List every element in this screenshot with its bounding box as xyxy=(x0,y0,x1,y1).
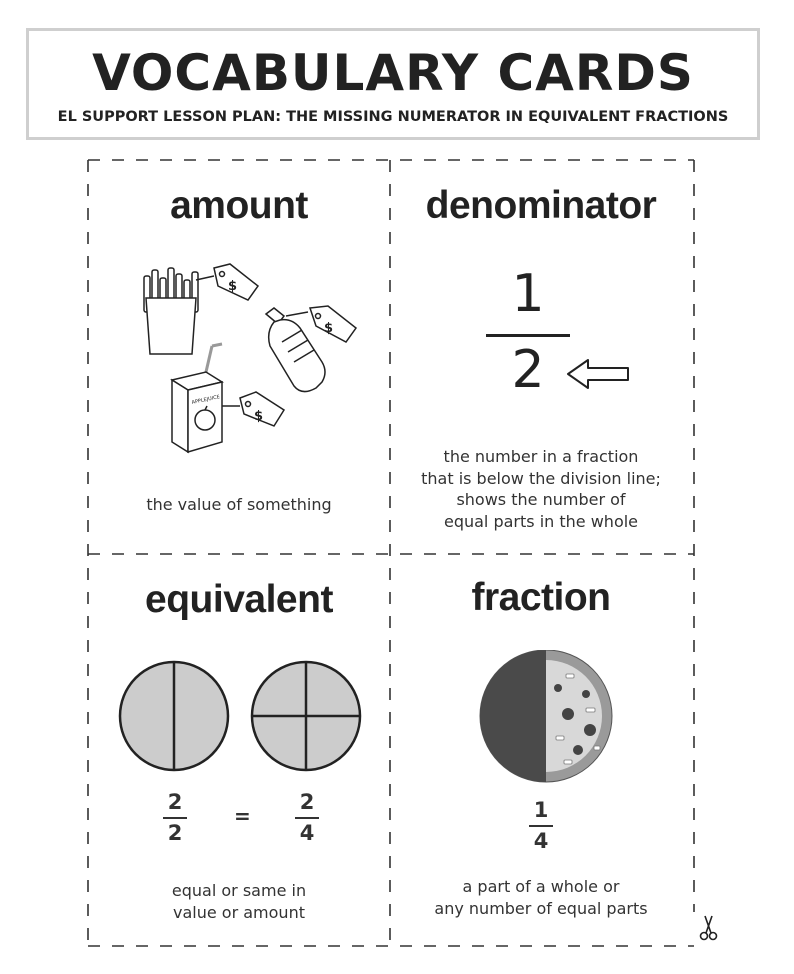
card-definition: the value of something xyxy=(146,495,332,514)
equivalent-circles xyxy=(88,654,390,774)
scissors-icon xyxy=(701,916,717,940)
svg-text:$: $ xyxy=(324,321,334,336)
fries-icon xyxy=(144,264,258,354)
card-definition: a part of a whole or any number of equal parts xyxy=(434,877,648,918)
card-amount xyxy=(88,160,390,554)
arrow-left-icon xyxy=(564,356,634,396)
card-definition: the number in a fraction that is below the division line; shows the number of equal parts in the whole xyxy=(421,447,661,531)
card-fraction xyxy=(390,554,692,946)
juice-box-icon xyxy=(172,344,284,452)
fraction-denominator: 2 xyxy=(511,340,545,400)
fraction-numerator: 1 xyxy=(511,264,545,324)
fraction-bar xyxy=(486,334,570,337)
svg-text:$: $ xyxy=(254,409,264,424)
circle-halves-icon xyxy=(120,662,228,770)
page-subtitle: EL SUPPORT LESSON PLAN: THE MISSING NUMERATOR IN EQUIVALENT FRACTIONS xyxy=(57,109,729,125)
circle-quarters-icon xyxy=(252,662,360,770)
equals-sign: = xyxy=(234,804,251,828)
card-term: equivalent xyxy=(145,578,333,621)
fraction-one-quarter: 1 4 xyxy=(526,798,556,853)
svg-text:APPLEJUICE: APPLEJUICE xyxy=(191,394,221,406)
pizza-icon xyxy=(390,650,692,790)
water-bottle-icon xyxy=(266,306,356,392)
page-title: VOCABULARY CARDS xyxy=(92,44,694,102)
svg-text:$: $ xyxy=(228,279,238,294)
amount-illustration xyxy=(88,256,390,506)
card-definition: equal or same in value or amount xyxy=(171,881,307,922)
card-equivalent xyxy=(88,554,390,946)
card-term: fraction xyxy=(471,576,611,619)
card-term: amount xyxy=(170,184,308,227)
card-term: denominator xyxy=(425,184,657,227)
fraction-two-quarters: 2 4 xyxy=(292,790,322,845)
fraction-two-halves: 2 2 xyxy=(160,790,190,845)
card-denominator xyxy=(390,160,692,554)
